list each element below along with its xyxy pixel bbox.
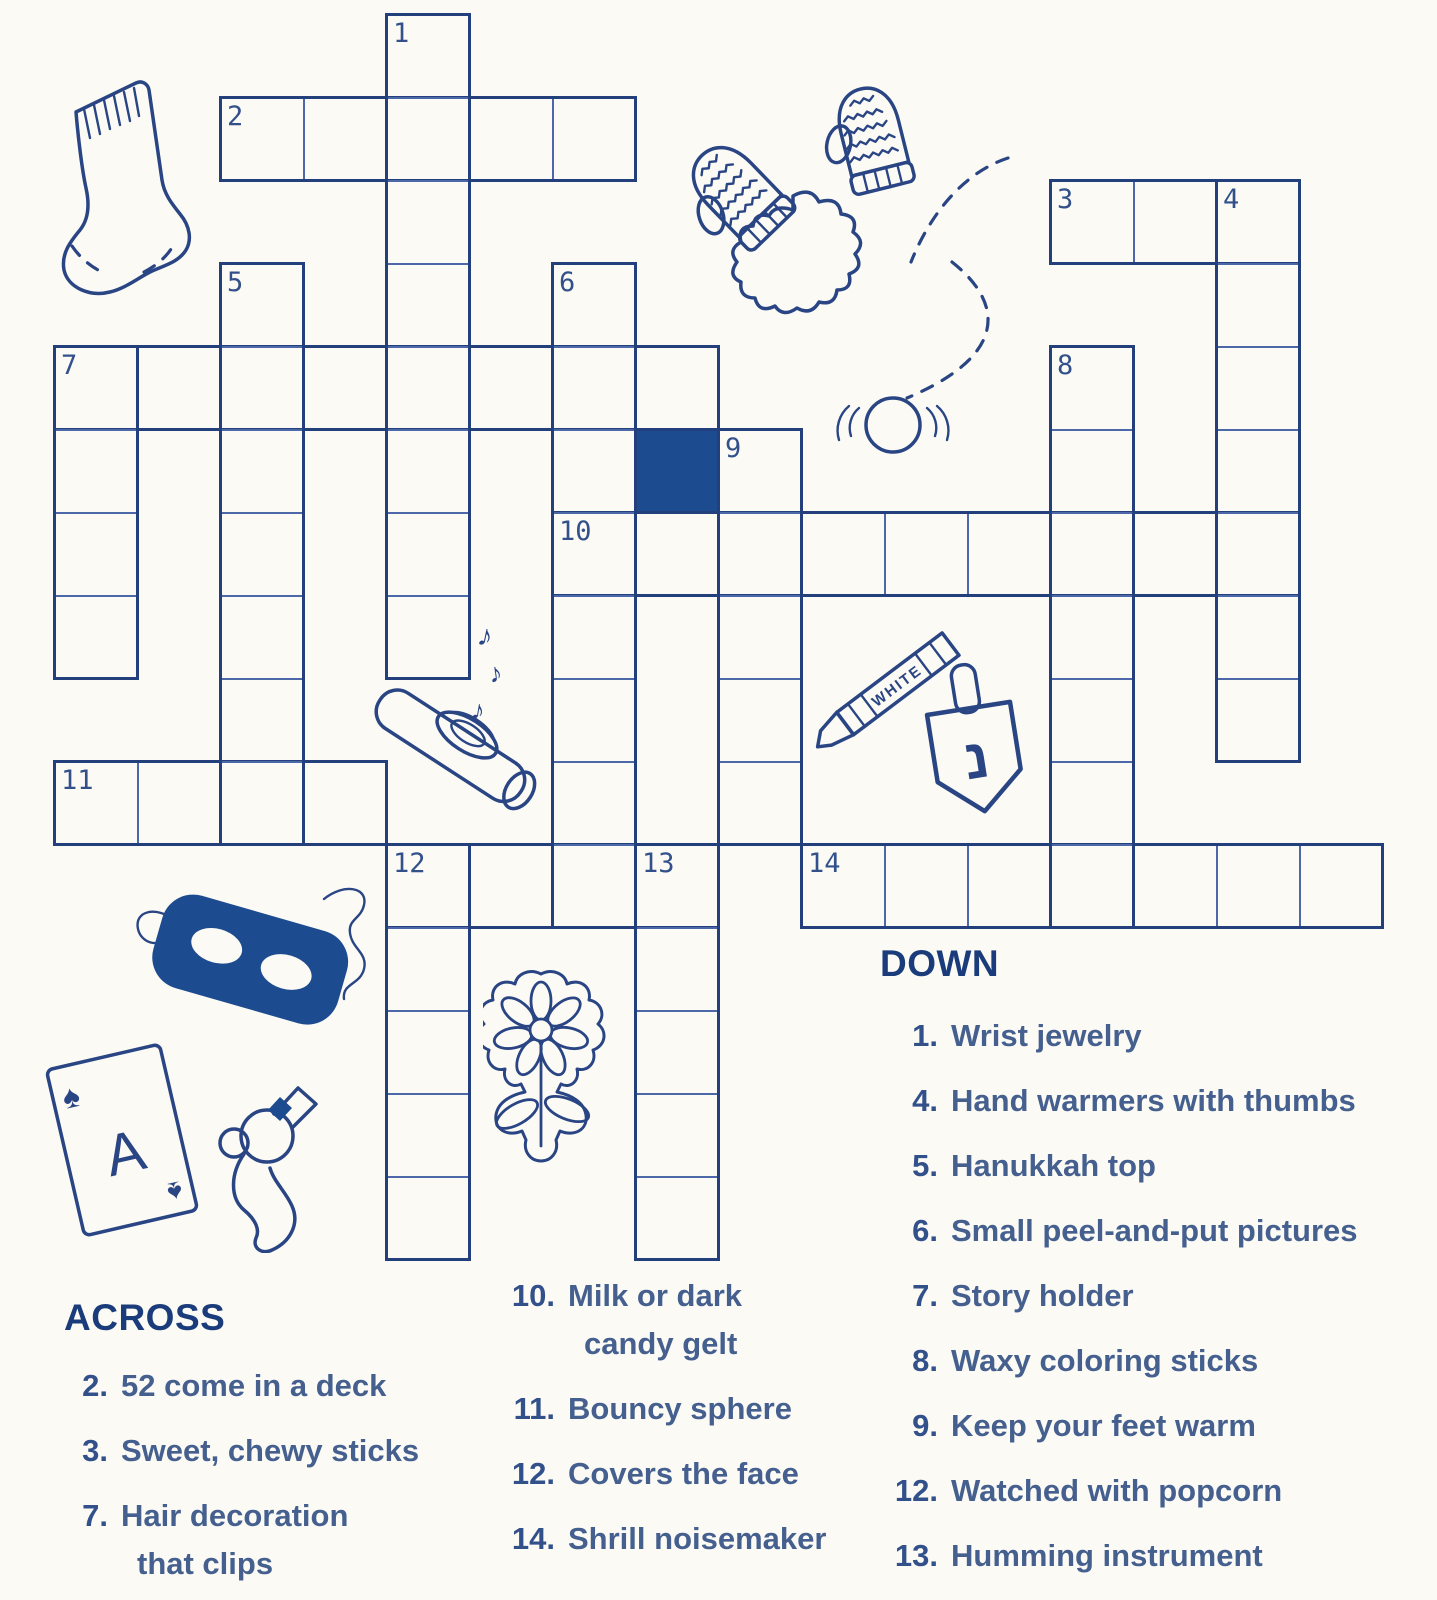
- clue-number: 11.: [513, 1391, 555, 1426]
- cell-separator: [1218, 346, 1298, 348]
- cell-number-14: 14: [808, 848, 841, 879]
- cell-separator: [637, 1093, 717, 1095]
- down-word-5: [219, 262, 305, 846]
- clue-text: Hand warmers with thumbs: [951, 1083, 1356, 1118]
- cell-separator: [388, 927, 468, 929]
- flower-sticker-icon: [483, 968, 608, 1173]
- cell-separator: [56, 595, 136, 597]
- cell-separator: [637, 1010, 717, 1012]
- clue-text: Covers the face: [568, 1456, 799, 1491]
- cell-separator: [388, 346, 468, 348]
- clue-text: Wrist jewelry: [951, 1018, 1142, 1053]
- sock-icon: [46, 76, 211, 311]
- cell-separator: [554, 512, 634, 514]
- down-clue-list: [880, 1012, 1410, 1580]
- dreidel-letter: נ: [959, 725, 994, 792]
- cell-separator: [388, 1093, 468, 1095]
- clue-text: Shrill noisemaker: [568, 1521, 827, 1556]
- clue-item: [495, 1450, 835, 1498]
- cell-separator: [1052, 761, 1132, 763]
- cell-separator: [554, 844, 634, 846]
- clue-number: 13.: [894, 1538, 938, 1573]
- card-letter: A: [98, 1117, 152, 1190]
- clue-item: [880, 1142, 1410, 1190]
- cell-number-8: 8: [1057, 350, 1074, 381]
- clue-item: [880, 1467, 1410, 1515]
- cell-separator: [388, 429, 468, 431]
- cell-separator: [720, 512, 800, 514]
- clue-text: Hanukkah top: [951, 1148, 1156, 1183]
- cell-number-3: 3: [1057, 184, 1074, 215]
- clue-item: [495, 1272, 835, 1368]
- cell-separator: [1299, 846, 1301, 926]
- cell-number-4: 4: [1223, 184, 1240, 215]
- spade-icon: ♠: [58, 1076, 84, 1116]
- music-note-icon: ♪: [486, 657, 505, 689]
- cell-separator: [637, 1176, 717, 1178]
- cell-number-7: 7: [61, 350, 78, 381]
- cell-separator: [1216, 846, 1218, 926]
- cell-number-1: 1: [393, 18, 410, 49]
- cell-separator: [388, 97, 468, 99]
- kazoo-icon: [358, 588, 568, 813]
- filled-cell: [637, 431, 717, 511]
- cell-number-6: 6: [559, 267, 576, 298]
- cell-separator: [388, 1176, 468, 1178]
- down-word-1: [385, 13, 471, 680]
- cell-number-9: 9: [725, 433, 742, 464]
- clue-number: 9.: [912, 1408, 938, 1443]
- across-clues-section: [64, 1296, 464, 1600]
- cell-separator: [1218, 678, 1298, 680]
- cell-separator: [1218, 263, 1298, 265]
- cell-separator: [303, 99, 305, 179]
- clue-number: 7.: [912, 1278, 938, 1313]
- cell-separator: [637, 927, 717, 929]
- cell-separator: [222, 429, 302, 431]
- clue-number: 7.: [82, 1498, 108, 1533]
- dreidel-icon: [912, 658, 1037, 833]
- clue-number: 3.: [82, 1433, 108, 1468]
- cell-separator: [388, 263, 468, 265]
- clue-text: Watched with popcorn: [951, 1473, 1283, 1508]
- clue-item: [495, 1385, 835, 1433]
- clue-item: [880, 1012, 1410, 1060]
- cell-separator: [1218, 429, 1298, 431]
- across-clue-list: [64, 1362, 464, 1588]
- clue-item: [64, 1362, 464, 1410]
- music-note-icon: ♪: [474, 618, 497, 654]
- clue-number: 4.: [912, 1083, 938, 1118]
- cell-separator: [1052, 512, 1132, 514]
- clue-item: [880, 1272, 1410, 1320]
- clue-text: 52 come in a deck: [121, 1368, 387, 1403]
- cell-separator: [56, 512, 136, 514]
- cell-number-2: 2: [227, 101, 244, 132]
- clue-text: Story holder: [951, 1278, 1134, 1313]
- across-clues-column-2: [495, 1272, 835, 1580]
- cell-separator: [1052, 678, 1132, 680]
- cell-separator: [1052, 429, 1132, 431]
- clue-item: [880, 1532, 1410, 1580]
- cell-separator: [137, 763, 139, 843]
- down-word-12: [385, 843, 471, 1261]
- cell-separator: [388, 1010, 468, 1012]
- clue-text: Small peel-and-put pictures: [951, 1213, 1358, 1248]
- clue-text: Milk or dark candy gelt: [568, 1278, 742, 1361]
- cell-separator: [388, 512, 468, 514]
- cell-number-10: 10: [559, 516, 592, 547]
- clue-text: Hair decoration that clips: [121, 1498, 349, 1581]
- clue-number: 2.: [82, 1368, 108, 1403]
- cell-separator: [884, 514, 886, 594]
- cell-number-13: 13: [642, 848, 675, 879]
- down-word-13: [634, 843, 720, 1261]
- cell-separator: [1052, 844, 1132, 846]
- down-word-4: [1215, 179, 1301, 763]
- clue-item: [64, 1492, 464, 1588]
- clue-item: [880, 1077, 1410, 1125]
- cell-separator: [1133, 182, 1135, 262]
- clue-text: Humming instrument: [951, 1538, 1263, 1573]
- clue-text: Keep your feet warm: [951, 1408, 1256, 1443]
- cell-separator: [56, 429, 136, 431]
- across-clue-list-2: [495, 1272, 835, 1563]
- clue-number: 12.: [894, 1473, 938, 1508]
- cell-separator: [552, 99, 554, 179]
- cell-separator: [222, 346, 302, 348]
- down-clues-section: [880, 942, 1410, 1597]
- cell-separator: [967, 846, 969, 926]
- cell-number-12: 12: [393, 848, 426, 879]
- ace-card-icon: [42, 1035, 207, 1250]
- clue-number: 8.: [912, 1343, 938, 1378]
- clue-number: 12.: [511, 1456, 555, 1491]
- cell-separator: [884, 846, 886, 926]
- cell-separator: [554, 346, 634, 348]
- clue-item: [880, 1337, 1410, 1385]
- bouncing-ball-path-icon: [815, 140, 1035, 460]
- cell-separator: [222, 678, 302, 680]
- clue-text: Bouncy sphere: [568, 1391, 792, 1426]
- cell-separator: [1052, 595, 1132, 597]
- cell-separator: [967, 514, 969, 594]
- cell-separator: [388, 180, 468, 182]
- clue-item: [880, 1402, 1410, 1450]
- cell-separator: [554, 429, 634, 431]
- crayon-label: WHITE: [868, 661, 926, 711]
- clue-number: 1.: [912, 1018, 938, 1053]
- cell-separator: [1218, 512, 1298, 514]
- cell-separator: [222, 595, 302, 597]
- clue-text: Sweet, chewy sticks: [121, 1433, 420, 1468]
- down-header: DOWN: [880, 943, 1000, 984]
- cell-separator: [222, 761, 302, 763]
- down-word-8: [1049, 345, 1135, 929]
- clue-number: 10.: [511, 1278, 555, 1313]
- cell-separator: [1218, 595, 1298, 597]
- music-note-icon: ♪: [468, 694, 488, 727]
- down-word-7: [53, 345, 139, 680]
- clue-item: [495, 1515, 835, 1563]
- cell-separator: [222, 512, 302, 514]
- clue-text: Waxy coloring sticks: [951, 1343, 1259, 1378]
- cell-number-11: 11: [61, 765, 94, 796]
- cell-number-5: 5: [227, 267, 244, 298]
- across-header: ACROSS: [64, 1297, 226, 1338]
- clue-number: 14.: [511, 1521, 555, 1556]
- whistle-icon: [210, 1058, 325, 1253]
- clue-item: [880, 1207, 1410, 1255]
- across-word-10: [551, 511, 1301, 597]
- clue-number: 6.: [912, 1213, 938, 1248]
- clue-number: 5.: [912, 1148, 938, 1183]
- spade-icon: ♠: [164, 1175, 186, 1209]
- clue-item: [64, 1427, 464, 1475]
